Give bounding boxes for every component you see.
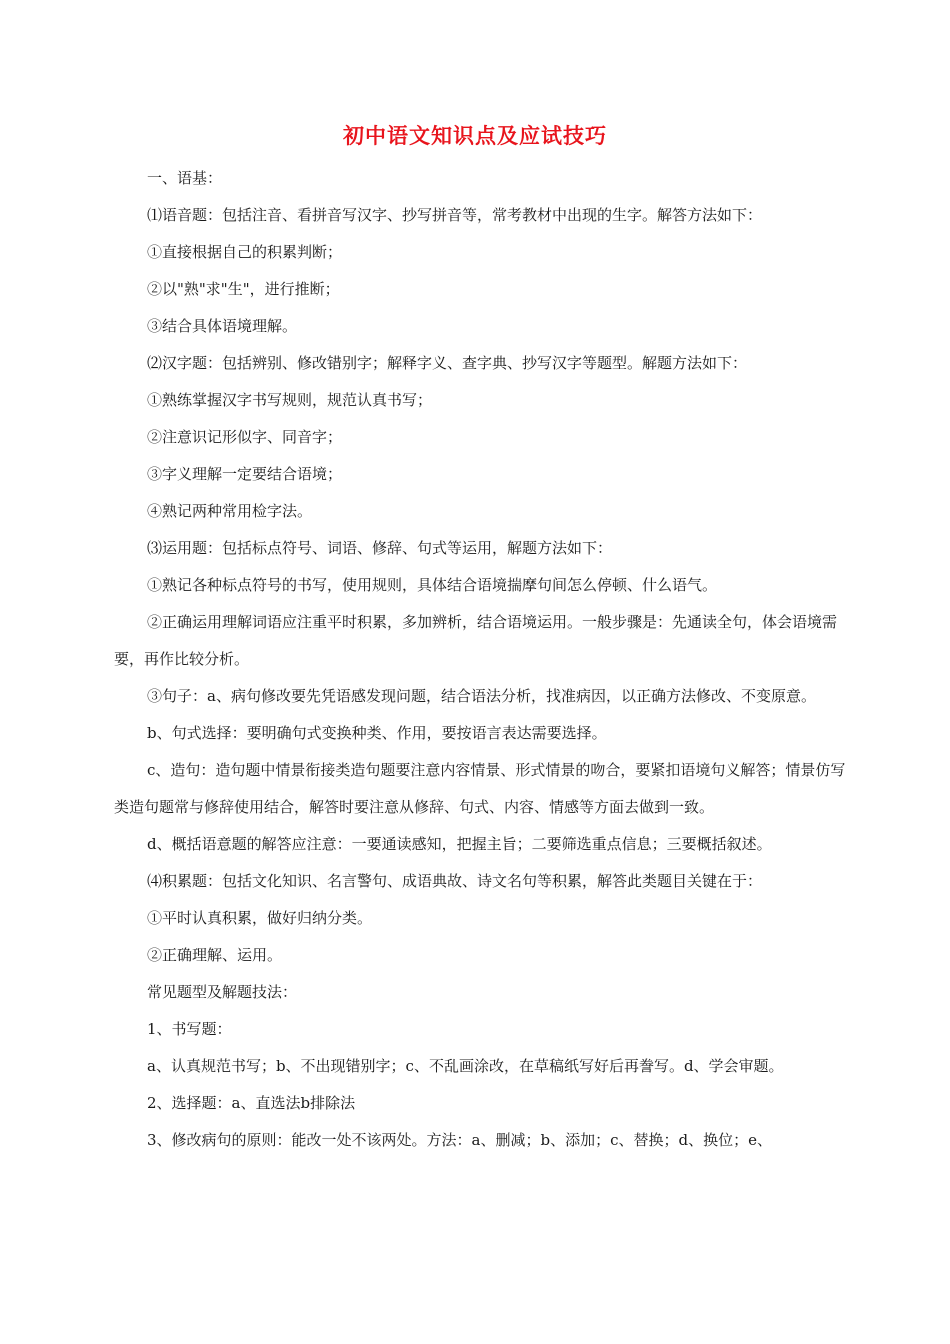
paragraph: 2、选择题：a、直选法b排除法 (147, 1094, 356, 1112)
paragraph: ②正确理解、运用。 (147, 946, 283, 964)
paragraph: 常见题型及解题技法： (147, 983, 298, 1001)
paragraph: c、造句：造句题中情景衔接类造句题要注意内容情景、形式情景的吻合，要紧扣语境句义解答；情景仿写类造句题常与修辞使用结合，解答时要注意从修辞、句式、内容、情感等方面去做到一致。 (114, 761, 846, 816)
document-title: 初中语文知识点及应试技巧 (343, 123, 607, 148)
paragraph: 一、语基： (147, 169, 223, 187)
paragraph: b、句式选择：要明确句式变换种类、作用，要按语言表达需要选择。 (147, 724, 607, 742)
paragraph: ⑴语音题：包括注音、看拼音写汉字、抄写拼音等，常考教材中出现的生字。解答方法如下： (147, 206, 763, 224)
paragraph: ②注意识记形似字、同音字； (147, 428, 343, 446)
paragraph: 3、修改病句的原则：能改一处不该两处。方法：a、删减；b、添加；c、替换；d、换位；e、 (147, 1131, 772, 1149)
paragraph: 1、书写题： (147, 1020, 232, 1038)
paragraph: a、认真规范书写；b、不出现错别字；c、不乱画涂改，在草稿纸写好后再誊写。d、学会审题。 (147, 1057, 784, 1075)
paragraph: ①熟练掌握汉字书写规则，规范认真书写； (147, 391, 433, 409)
paragraph: ③结合具体语境理解。 (147, 317, 298, 335)
paragraph: ③句子：a、病句修改要先凭语感发现问题，结合语法分析，找准病因，以正确方法修改、不变原意。 (147, 687, 816, 705)
document-body (114, 160, 854, 1159)
paragraph: ③字义理解一定要结合语境； (147, 465, 343, 483)
paragraph: ④熟记两种常用检字法。 (147, 502, 313, 520)
paragraph: ①熟记各种标点符号的书写，使用规则，具体结合语境揣摩句间怎么停顿、什么语气。 (147, 576, 718, 594)
paragraph: ⑶运用题：包括标点符号、词语、修辞、句式等运用，解题方法如下： (147, 539, 613, 557)
paragraph: ①平时认真积累，做好归纳分类。 (147, 909, 373, 927)
paragraph: ⑵汉字题：包括辨别、修改错别字；解释字义、查字典、抄写汉字等题型。解题方法如下： (147, 354, 748, 372)
paragraph: d、概括语意题的解答应注意：一要通读感知，把握主旨；二要筛选重点信息；三要概括叙述。 (147, 835, 772, 853)
paragraph: ②正确运用理解词语应注重平时积累，多加辨析，结合语境运用。一般步骤是：先通读全句，体会语境需要，再作比较分析。 (114, 613, 838, 668)
paragraph: ⑷积累题：包括文化知识、名言警句、成语典故、诗文名句等积累，解答此类题目关键在于： (147, 872, 763, 890)
paragraph: ②以"熟"求"生"，进行推断； (147, 280, 340, 298)
paragraph: ①直接根据自己的积累判断； (147, 243, 343, 261)
